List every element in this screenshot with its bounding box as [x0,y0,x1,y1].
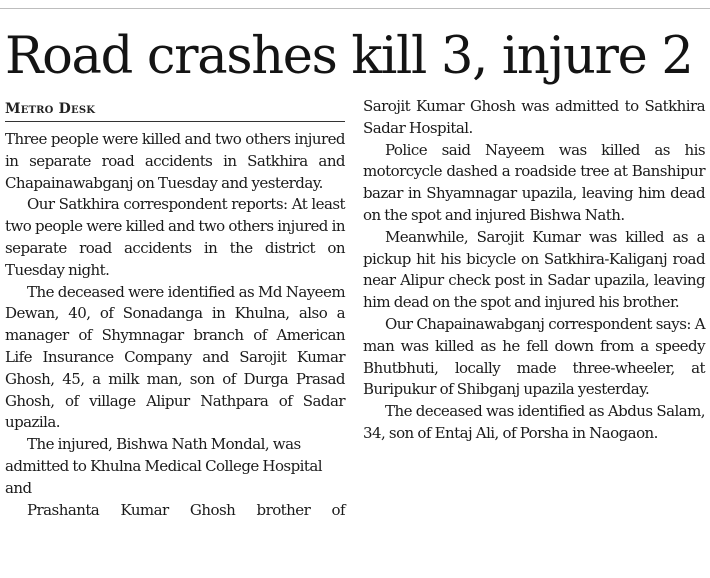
paragraph: Sarojit Kumar Ghosh was admitted to Satkhira Sadar Hospital. [363,97,705,137]
paragraph: Prashanta Kumar Ghosh brother of [27,500,345,519]
paragraph: Our Chapainawabganj correspondent says: A man was killed as he fell down from a speedy Bhutbhuti, locally made three-wheeler, at Buripukur of Shibganj upazila yesterday. [363,314,705,399]
paragraph: The deceased was identified as Abdus Salam, 34, son of Entaj Ali, of Porsha in Naogaon. [363,402,705,442]
paragraph: The injured, Bishwa Nath Mondal, was admitted to Khulna Medical College Hospital and [5,435,322,497]
headline: Road crashes kill 3, injure 2 [5,27,693,86]
paragraph: The deceased were identified as Md Nayeem Dewan, 40, of Sonadanga in Khulna, also a manager of Shymnagar branch of American Life Insurance Company and Sarojit Kumar Ghosh, 45, a milk man, son of Durga Prasad Ghosh, of village Alipur Nathpara of Sadar upazila. [5,282,345,432]
byline: Metro Desk [5,101,96,117]
top-rule [0,0,710,13]
paragraph: Three people were killed and two others injured in separate road accidents in Satkhira and Chapainawabganj on Tuesday and yesterday. [5,130,345,192]
left-column [5,95,345,521]
paragraph: Police said Nayeem was killed as his motorcycle dashed a roadside tree at Banshipur bazar in Shyamnagar upazila, leaving him dead on the spot and injured Bishwa Nath. [363,140,705,224]
right-column [363,96,705,445]
byline-rule [5,121,345,122]
paragraph: Meanwhile, Sarojit Kumar was killed as a pickup hit his bicycle on Satkhira-Kaliganj road near Alipur check post in Sadar upazila, leaving him dead on the spot and injured his brother. [363,227,705,312]
paragraph: Our Satkhira correspondent reports: At least two people were killed and two others injured in separate road accidents in the district on Tuesday night. [5,195,345,279]
